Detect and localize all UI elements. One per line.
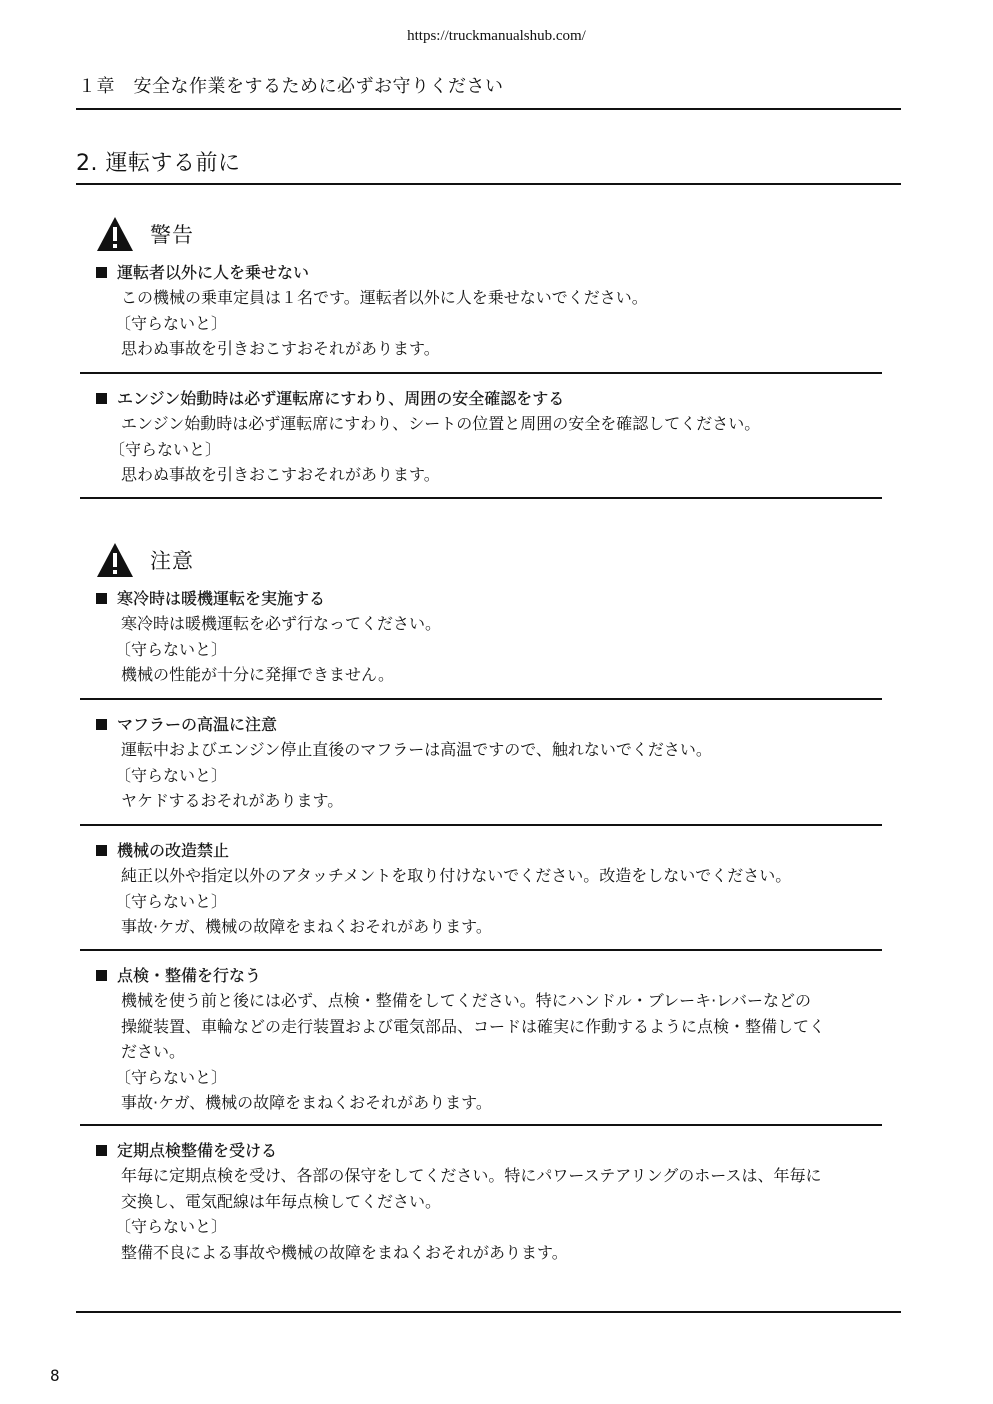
consequence-text: 機械の性能が十分に発揮できません。 xyxy=(121,665,394,684)
item-body-line: 交換し、電気配線は年毎点検してください。 xyxy=(121,1191,442,1211)
source-url: https://truckmanualshub.com/ xyxy=(407,28,586,44)
consequence-text: 整備不良による事故や機械の故障をまねくおそれがあります。 xyxy=(121,1242,568,1262)
section-title: 2. 運転する前に xyxy=(76,151,241,176)
consequence-text: 思わぬ事故を引きおこすおそれがあります。 xyxy=(121,465,440,484)
bullet-square-icon xyxy=(96,970,107,981)
warning-header xyxy=(96,216,194,252)
caution-label: 注意 xyxy=(150,549,194,573)
caution-item xyxy=(96,838,886,940)
item-body: 寒冷時は暖機運転を必ず行なってください。 xyxy=(121,614,442,633)
item-title: 定期点検整備を受ける xyxy=(117,1141,278,1160)
bullet-square-icon xyxy=(96,845,107,856)
caution-item xyxy=(96,586,886,688)
caution-item xyxy=(96,1138,886,1265)
consequence-label: 〔守らないと〕 xyxy=(109,439,222,459)
item-body-line: 機械を使う前と後には必ず、点検・整備をしてください。特にハンドル・ブレーキ·レバーなどの xyxy=(121,991,812,1010)
warning-item xyxy=(96,386,886,488)
section-rule xyxy=(76,183,901,185)
caution-header xyxy=(96,542,194,578)
consequence-label: 〔守らないと〕 xyxy=(115,313,228,333)
bullet-square-icon xyxy=(96,593,107,604)
consequence-text: 思わぬ事故を引きおこすおそれがあります。 xyxy=(121,339,440,358)
caution-item xyxy=(96,712,886,814)
bullet-square-icon xyxy=(96,719,107,730)
consequence-label: 〔守らないと〕 xyxy=(115,765,228,785)
consequence-text: 事故·ケガ、機械の故障をまねくおそれがあります。 xyxy=(121,917,492,936)
item-title: 寒冷時は暖機運転を実施する xyxy=(117,589,326,608)
caution-item xyxy=(96,963,886,1116)
item-body: 純正以外や指定以外のアタッチメントを取り付けないでください。改造をしないでください。 xyxy=(121,866,792,885)
item-body: 運転中およびエンジン停止直後のマフラーは高温ですので、触れないでください。 xyxy=(121,740,712,759)
page-number: 8 xyxy=(50,1366,60,1385)
item-divider xyxy=(80,824,882,826)
warning-label: 警告 xyxy=(150,223,194,247)
consequence-label: 〔守らないと〕 xyxy=(115,1067,228,1087)
consequence-label: 〔守らないと〕 xyxy=(115,639,228,659)
item-title: 運転者以外に人を乗せない xyxy=(117,263,310,282)
item-divider xyxy=(80,497,882,499)
chapter-heading: １章 安全な作業をするために必ずお守りください xyxy=(78,76,504,97)
consequence-text: ヤケドするおそれがあります。 xyxy=(121,791,344,810)
consequence-label: 〔守らないと〕 xyxy=(115,1217,228,1236)
item-body: この機械の乗車定員は１名です。運転者以外に人を乗せないでください。 xyxy=(121,288,648,307)
warning-item xyxy=(96,260,886,362)
item-title: 機械の改造禁止 xyxy=(117,841,230,860)
item-divider xyxy=(80,698,882,700)
consequence-label: 〔守らないと〕 xyxy=(115,891,228,911)
item-divider xyxy=(80,1124,882,1126)
item-body-line: 年毎に定期点検を受け、各部の保守をしてください。特にパワーステアリングのホースは、年毎に xyxy=(121,1166,822,1185)
item-title: 点検・整備を行なう xyxy=(117,966,262,985)
item-body-line: 操縦装置、車輪などの走行装置および電気部品、コードは確実に作動するように点検・整備してく xyxy=(121,1016,826,1036)
item-title: エンジン始動時は必ず運転席にすわり、周囲の安全確認をする xyxy=(117,389,565,408)
item-divider xyxy=(80,372,882,374)
item-body: エンジン始動時は必ず運転席にすわり、シートの位置と周囲の安全を確認してください。 xyxy=(121,414,761,433)
item-title: マフラーの高温に注意 xyxy=(117,715,278,734)
bullet-square-icon xyxy=(96,1145,107,1156)
bottom-rule xyxy=(76,1311,901,1313)
caution-triangle-icon xyxy=(96,542,134,578)
item-divider xyxy=(80,949,882,951)
consequence-text: 事故·ケガ、機械の故障をまねくおそれがあります。 xyxy=(121,1093,492,1112)
item-body-line: ださい。 xyxy=(121,1042,186,1061)
chapter-rule xyxy=(76,108,901,110)
warning-triangle-icon xyxy=(96,216,134,252)
bullet-square-icon xyxy=(96,393,107,404)
bullet-square-icon xyxy=(96,267,107,278)
